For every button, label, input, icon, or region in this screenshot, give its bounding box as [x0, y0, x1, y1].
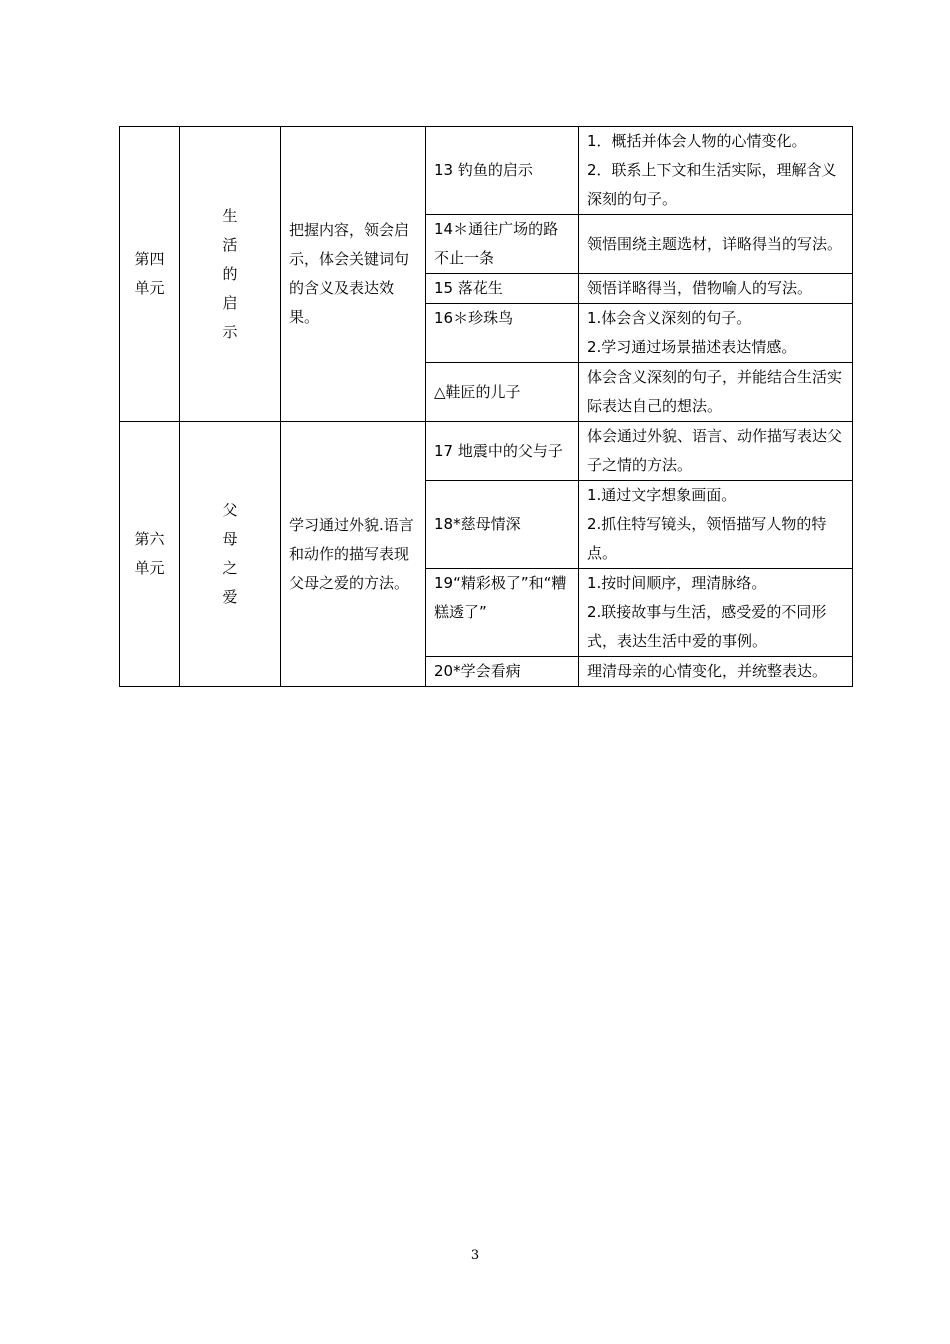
- lesson-title-cell: 19“精彩极了”和“糟糕透了”: [426, 569, 579, 657]
- theme-char: 的: [222, 264, 238, 283]
- objective-line: 1.体会含义深刻的句子。: [587, 309, 752, 327]
- lesson-title-cell: 18*慈母情深: [426, 481, 579, 569]
- theme-cell: [180, 127, 281, 422]
- theme-char: 活: [222, 235, 238, 254]
- lesson-objective-cell: [579, 215, 853, 274]
- lesson-objective-cell: [579, 304, 853, 363]
- unit-name-line: 单元: [134, 559, 165, 577]
- lesson-title-cell: 15 落花生: [426, 274, 579, 304]
- lesson-objective-cell: [579, 481, 853, 569]
- objective-line: 2.联接故事与生活，感受爱的不同形式，表达生活中爱的事例。: [587, 603, 827, 650]
- theme-char: 爱: [222, 588, 238, 606]
- theme-char: 父: [222, 501, 238, 519]
- theme-char: 生: [222, 206, 238, 225]
- unit-name-line: 第六: [134, 530, 165, 548]
- objective-line: 2．联系上下文和生活实际，理解含义深刻的句子。: [587, 161, 837, 208]
- unit-name-line: 单元: [134, 279, 165, 297]
- objective-line: 1.按时间顺序，理清脉络。: [587, 574, 767, 592]
- unit-plan-table: [119, 126, 853, 687]
- objective-line: 领悟围绕主题选材，详略得当的写法。: [587, 234, 843, 253]
- objective-line: 理清母亲的心情变化，并统整表达。: [587, 662, 828, 680]
- table-row: [120, 422, 853, 481]
- lesson-objective-cell: [579, 363, 853, 422]
- theme-cell: [180, 422, 281, 687]
- objective-line: 1．概括并体会人物的心情变化。: [587, 132, 807, 150]
- table-row: [120, 127, 853, 215]
- lesson-objective-cell: [579, 274, 853, 304]
- lesson-objective-cell: [579, 569, 853, 657]
- unit-goal-cell: 学习通过外貌.语言和动作的描写表现父母之爱的方法。: [281, 422, 426, 687]
- lesson-title-cell: 20*学会看病: [426, 657, 579, 687]
- lesson-title-cell: 17 地震中的父与子: [426, 422, 579, 481]
- theme-char: 之: [222, 559, 238, 577]
- unit-name-line: 第四: [134, 250, 165, 268]
- objective-line: 领悟详略得当，借物喻人的写法。: [587, 279, 813, 297]
- lesson-title-cell: 14＊通往广场的路不止一条: [426, 215, 579, 274]
- theme-char: 启: [222, 293, 238, 312]
- lesson-objective-cell: [579, 422, 853, 481]
- theme-char: 示: [222, 322, 238, 341]
- unit-name-cell: [120, 422, 180, 687]
- page-number: 3: [470, 1248, 480, 1263]
- unit-goal-cell: 把握内容，领会启示，体会关键词句的含义及表达效果。: [281, 127, 426, 422]
- unit-name-cell: [120, 127, 180, 422]
- lesson-title-cell: 16＊珍珠鸟: [426, 304, 579, 363]
- objective-line: 2.抓住特写镜头，领悟描写人物的特点。: [587, 515, 827, 562]
- objective-line: 体会含义深刻的句子，并能结合生活实际表达自己的想法。: [587, 368, 843, 415]
- objective-line: 体会通过外貌、语言、动作描写表达父子之情的方法。: [587, 427, 843, 474]
- objective-line: 2.学习通过场景描述表达情感。: [587, 338, 797, 356]
- objective-line: 1.通过文字想象画面。: [587, 486, 737, 504]
- theme-char: 母: [222, 530, 238, 548]
- lesson-objective-cell: [579, 657, 853, 687]
- lesson-title-cell: 13 钓鱼的启示: [426, 127, 579, 215]
- lesson-objective-cell: [579, 127, 853, 215]
- lesson-title-cell: △鞋匠的儿子: [426, 363, 579, 422]
